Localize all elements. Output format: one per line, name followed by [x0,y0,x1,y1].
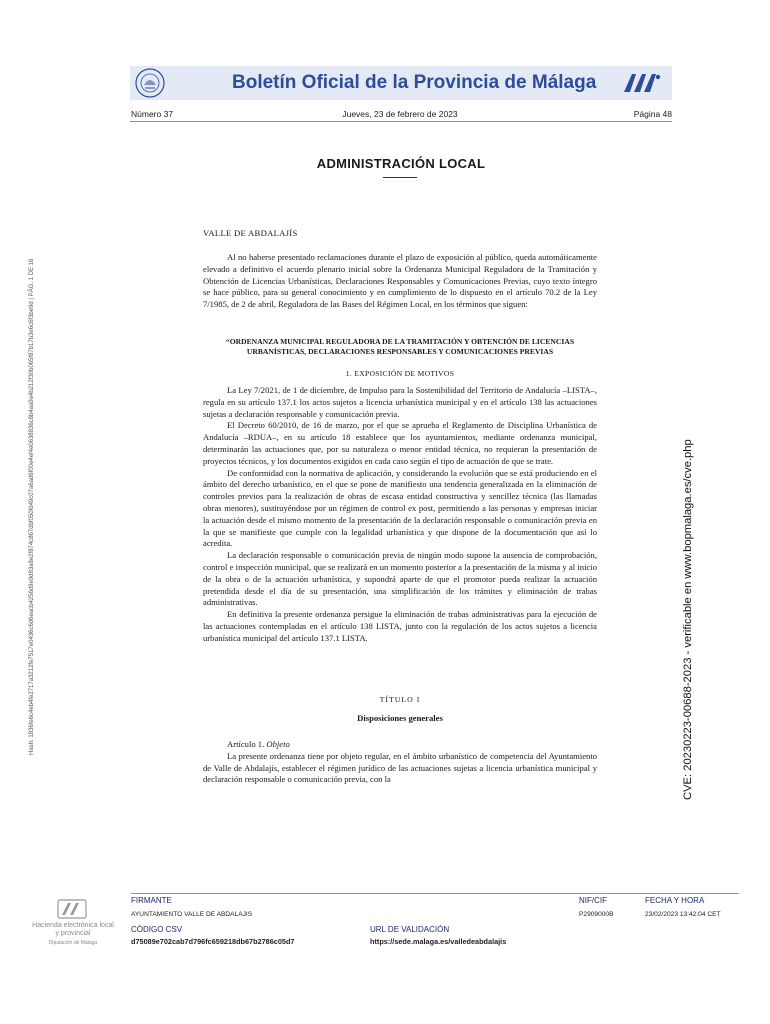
motives-paragraph: La Ley 7/2021, de 1 de diciembre, de Impulso para la Sostenibilidad del Territorio de Andalucía –LISTA–, regula en su artículo 137.1 los actos sujetos a licencia urbanística municipal y en el artículo 138 las actuaciones sujetas a declaración responsable y comunicación previa. [203,385,597,419]
article-number: Artículo 1. [227,739,265,749]
margin-cve: CVE: 20230223-00688-2023 - verificable en www.bopmalaga.es/cve.php [682,439,694,800]
csv-value: d75089e702cab7d796fc659218db67b2786c05d7 [131,937,295,946]
motives-paragraph: De conformidad con la normativa de aplicación, y considerando la evolución que se está produciendo en el ámbito del derecho urbanístico, en el que se pone de manifiesto una tendencia generalizada en la eliminación de controles previos para la realización de obras de escasa entidad constructiva y sencillez técnica (las llamadas obras menores), sustituyéndose por un régimen de control ex post, permitiendo a las personas y empresas iniciar la actuación desde el mismo momento de la presentación de la declaración responsable o comunicación previa en la que se manifieste que cumple con la legalidad urbanística y que dispone de la documentación que así lo acredita. [203,467,597,549]
motives-heading: 1. EXPOSICIÓN DE MOTIVOS [345,369,455,378]
section-divider [383,177,417,178]
hacienda-logo-caption: Hacienda electrónica local y provincial [32,922,114,937]
title-name: Disposiciones generales [357,713,443,723]
nif-value: P2909000B [579,911,614,918]
intro-paragraph: Al no haberse presentado reclamaciones durante el plazo de exposición al público, queda automáticamente elevado a definitivo el acuerdo plenario inicial sobre la Ordenanza Municipal Reguladora de la Tramitación y Obtención de Licencias Urbanísticas, Declaraciones Responsables y Comunicaciones Previas, cuyo texto íntegro se hace público, para su general conocimiento y en cumplimiento de lo dispuesto en el artículo 70.2 de la Ley 7/1985, de 2 de abril, Reguladora de las Bases del Régimen Local, en los términos que siguen: [203,252,597,310]
page-number: Página 48 [633,109,672,119]
title-label: TÍTULO I [379,695,421,704]
bulletin-title: Boletín Oficial de la Provincia de Málaga [232,72,597,93]
issue-date: Jueves, 23 de febrero de 2023 [342,109,458,119]
article-text: La presente ordenanza tiene por objeto regular, en el ámbito urbanístico de competencia del Ayuntamiento de Valle de Abdalajís, establecer el régimen jurídico de las actuaciones sujetas a licencia urbanística municipal y declaración responsable o comunicación previa, con la [203,750,597,785]
entity-name: VALLE DE ABDALAJÍS [203,228,298,238]
article-name: Objeto [266,739,290,749]
firmante-label: FIRMANTE [131,896,172,905]
motives-paragraph: En definitiva la presente ordenanza persigue la eliminación de trabas administrativas para la ejecución de las actuaciones contempladas en el artículo 138 LISTA, junto con la regulación de los actos sujetos a licencia urbanística municipal del artículo 137.1 LISTA. [203,609,597,643]
nif-label: NIF/CIF [579,896,607,905]
issue-number: Número 37 [131,109,174,119]
csv-label: CÓDIGO CSV [131,925,183,934]
motives-paragraph: La declaración responsable o comunicación previa de ningún modo supone la ausencia de comprobación, control e inspección municipal, que se realizará en un momento posterior a la presentación de la misma y al inicio de la obra o de la actuación urbanística, y supondrá aparte de que el promotor pueda realizar la actuación pretendida desde el día de su presentación, una simplificación de los trámites y eliminación de trabas administrativas. [203,550,597,608]
hacienda-logo-icon [52,898,92,922]
fecha-label: FECHA Y HORA [645,896,705,905]
margin-hash: Hash: 1836fe6c4eb4fe2717a3212fe7517e0436c6d6eacb4256d9e9d83a8e2f874c867dbf050fd49c07a6ad6f00e4ef4e0638836c8b4aa9a4b212f30b065f87b17b3e6c6f3be9d | PÁG. 1 DE 16 [29,258,35,755]
hacienda-logo-subcaption: Diputación de Málaga [48,940,98,946]
url-value[interactable]: https://sede.malaga.es/valledeabdalajis [370,937,507,946]
article-heading [203,739,597,751]
motives-paragraph: El Decreto 60/2010, de 16 de marzo, por el que se aprueba el Reglamento de Disciplina Urbanística de Andalucía –RDUA–, en su artículo 18 establece que los ayuntamientos, mediante ordenanza municipal, determinarán las actuaciones que, por su naturaleza o menor entidad técnica, no requieran la presentación de proyectos técnicos, y los documentos exigidos en cada caso según el tipo de actuación de que se trate. [203,420,597,466]
hacienda-logo-text [30,922,116,947]
section-heading: ADMINISTRACIÓN LOCAL [316,156,486,171]
firmante-value: AYUNTAMIENTO VALLE DE ABDALAJIS [131,911,253,918]
url-label: URL DE VALIDACIÓN [370,925,450,934]
article-1 [203,739,597,786]
coat-of-arms-icon [133,66,167,100]
fecha-value: 23/02/2023 13:42:04 CET [645,911,721,918]
bop-logo-icon [622,72,662,94]
motives-section [203,385,597,645]
header-divider [130,121,672,122]
ordinance-title: “ORDENANZA MUNICIPAL REGULADORA DE LA TRAMITACIÓN Y OBTENCIÓN DE LICENCIAS URBANÍSTICAS, DECLARACIONES RESPONSABLES Y COMUNICACIONES PREVIAS [225,337,575,357]
footer-divider [131,893,739,894]
